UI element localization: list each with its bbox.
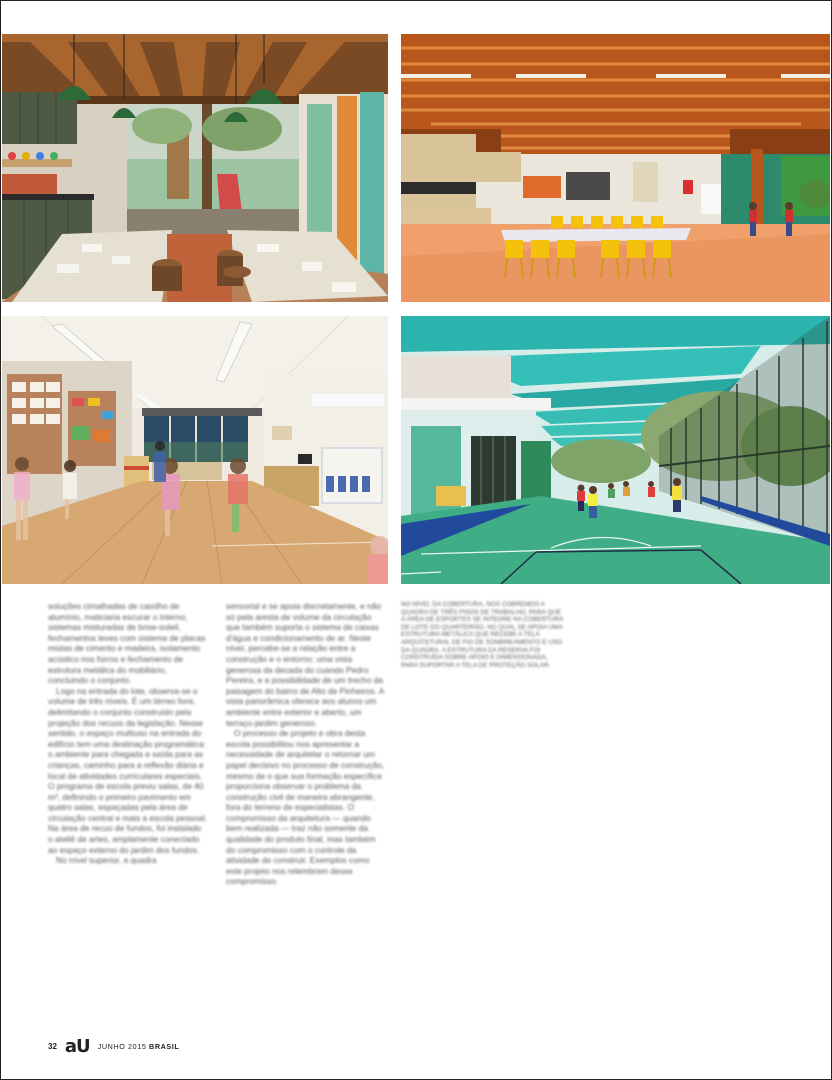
- magazine-logo: aU: [64, 1035, 90, 1057]
- playroom-illustration: [2, 316, 388, 584]
- article-column-2: [226, 601, 386, 887]
- magazine-edition: BRASIL: [149, 1041, 180, 1051]
- playroom-photo: [2, 316, 388, 584]
- caption-text: NO NÍVEL DA COBERTURA, NOS COBREMOS A QUADRA DE TRÊS PISOS DE TRABALHO, PARA QUE A ÁREA DE ESPORTES SE INTEGRE NA COBERTURA DE LOTE DO QUARTEIRÃO, NO QUAL SE APOIA UMA ESTRUTURA METÁLICA QUE RECEBE A TELA ARQUITETURAL DE FIO DE SOMBREAMENTO E USO DA QUADRA. A ESTRUTURA DA RESERVA FOI CONSTRUÍDA SOBRE APOIO E DIMENSIONADA, PARA SUPORTAR A TELA DE PROTEÇÃO SOLAR.: [401, 601, 564, 669]
- canteen-illustration: [401, 34, 830, 302]
- page-footer: [48, 1036, 179, 1056]
- column-2-paragraph: O processo de projeto e obra desta escola possibilitou nos apresentar a necessidade de arquitetar o retornar um papel decisivo no processo de construção, mesmo de o que sua formação específica proporciona observar o problema da construção civil de maneira abrangente, fora do terreno de especialistas. O compromisso da arquitetura — quando bem realizada — traz não somente da qualidade do produto final, mas também do compromisso com o controle da atividade de construir. Exemplos como este projeto nos relembram desse compromisso.: [226, 728, 385, 887]
- column-1-paragraph: soluções cimalhadas de caixilho de alumínio, maticiaria escurar o interno, sistemas misturadas de brise-soleil, fechamentos leves com sistema de placas mistas de cimento e madeira, isolamento acústico nos forros e fechamento de estrutura metálica do mobiliário, concluindo o conjunto.: [48, 601, 206, 686]
- column-1-paragraph: No nível superior, a quadra: [56, 855, 157, 866]
- sports-court-photo: [401, 316, 830, 584]
- canteen-photo: [401, 34, 830, 302]
- classroom-workshop-illustration: [2, 34, 388, 302]
- page-number: 32: [48, 1041, 57, 1051]
- issue-date: JUNHO 2015: [97, 1041, 147, 1051]
- photo-caption: [401, 601, 565, 669]
- issue-info: [98, 1042, 180, 1051]
- sports-court-illustration: [401, 316, 830, 584]
- article-column-1: [48, 601, 208, 866]
- column-1-paragraph: Logo na entrada do lote, observa-se o volume de três níveis. É um térreo livre, delimitando o conjunto construído pela projeção dos recuos da legislação. Nesse sentido, o espaço multiuso na entrada do edifício tem uma destinação programática: o ambiente para chegada e saída para as crianças, caminho para a reflexão diária e local de atividades curriculares especiais. O programa de escola previu salas, de 40 m², definindo o primeiro pavimento em quatro salas, espaçadas pela área de circulação central e mais a escola pessoal. Na área de recuo de fundos, foi instalado o ateliê de artes, amplamente conectado ao espaço externo do jardim dos fundos.: [48, 685, 208, 855]
- column-2-paragraph: sensorial e se apoia discretamente, e não só pela aresta de volume da circulação que também suporta o sistema de caixas d'água e condicionamento de ar. Neste nível, percebe-se a relação entre a construção e o entorno: uma vista generosa da decada do cuando Pedro Pereira, e a possibilidade de um trecho da paisagem do bairro de Alto de Pinheiros. A vista panorâmica oferece aos alunos um ambiente entre exterior e aberto, um terraço-jardim generoso.: [226, 601, 384, 728]
- classroom-workshop-photo: [2, 34, 388, 302]
